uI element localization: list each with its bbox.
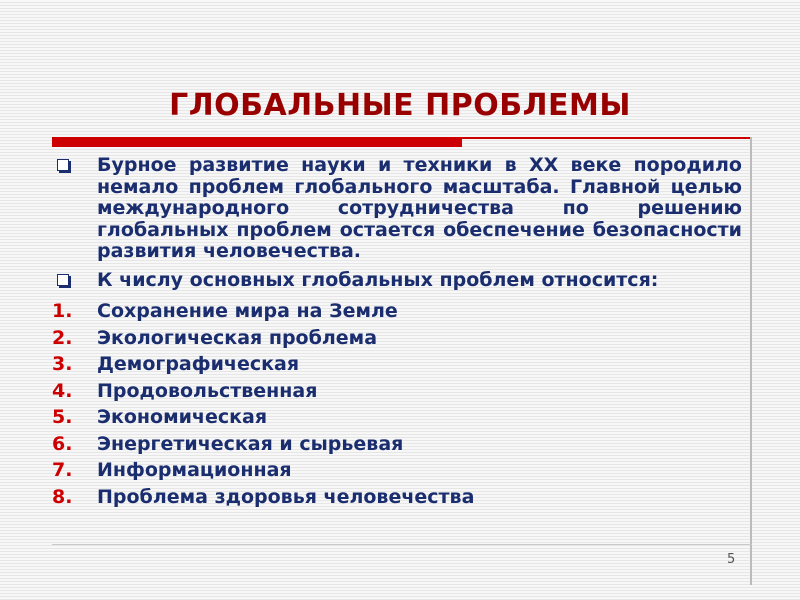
title-underline-line: [462, 137, 752, 139]
list-number: 3.: [52, 353, 73, 375]
right-divider-line: [750, 137, 752, 585]
list-text: Информационная: [97, 459, 292, 481]
list-number: 1.: [52, 300, 73, 322]
list-text: Экологическая проблема: [97, 326, 378, 349]
list-item: [52, 457, 742, 484]
list-text: Экономическая: [97, 406, 268, 428]
bullet-paragraph: [52, 155, 742, 263]
square-bullet-icon: [57, 159, 69, 171]
square-bullet-icon: [57, 274, 69, 286]
problems-list: [52, 298, 742, 510]
list-text: Энергетическая и сырьевая: [97, 432, 404, 455]
slide-content: [52, 155, 742, 510]
list-number: 8.: [52, 485, 73, 508]
list-number: 7.: [52, 459, 73, 481]
list-item: [52, 431, 742, 458]
page-number: 5: [727, 552, 736, 567]
list-item: [52, 298, 742, 325]
title-underline-bar: [52, 137, 462, 147]
bullet-text: К числу основных глобальных проблем относится:: [97, 268, 659, 291]
list-item: [52, 484, 742, 511]
slide-title: ГЛОБАЛЬНЫЕ ПРОБЛЕМЫ: [169, 88, 631, 123]
list-number: 6.: [52, 432, 73, 455]
list-item: [52, 404, 742, 431]
list-number: 5.: [52, 406, 73, 428]
list-text: Продовольственная: [97, 379, 318, 402]
list-number: 4.: [52, 379, 73, 402]
bullet-text: Бурное развитие науки и техники в XX веке породило немало проблем глобального масштаба. Главной целью международного сотрудничества по решению глобальных проблем остается обеспечение безопасности развития человечества.: [97, 154, 742, 262]
list-item: [52, 378, 742, 405]
list-number: 2.: [52, 326, 73, 349]
bullet-paragraph: [52, 270, 742, 292]
list-text: Проблема здоровья человечества: [97, 485, 475, 508]
list-text: Сохранение мира на Земле: [97, 300, 398, 322]
bottom-divider-line: [52, 544, 752, 545]
list-text: Демографическая: [97, 353, 300, 375]
list-item: [52, 325, 742, 352]
list-item: [52, 351, 742, 378]
